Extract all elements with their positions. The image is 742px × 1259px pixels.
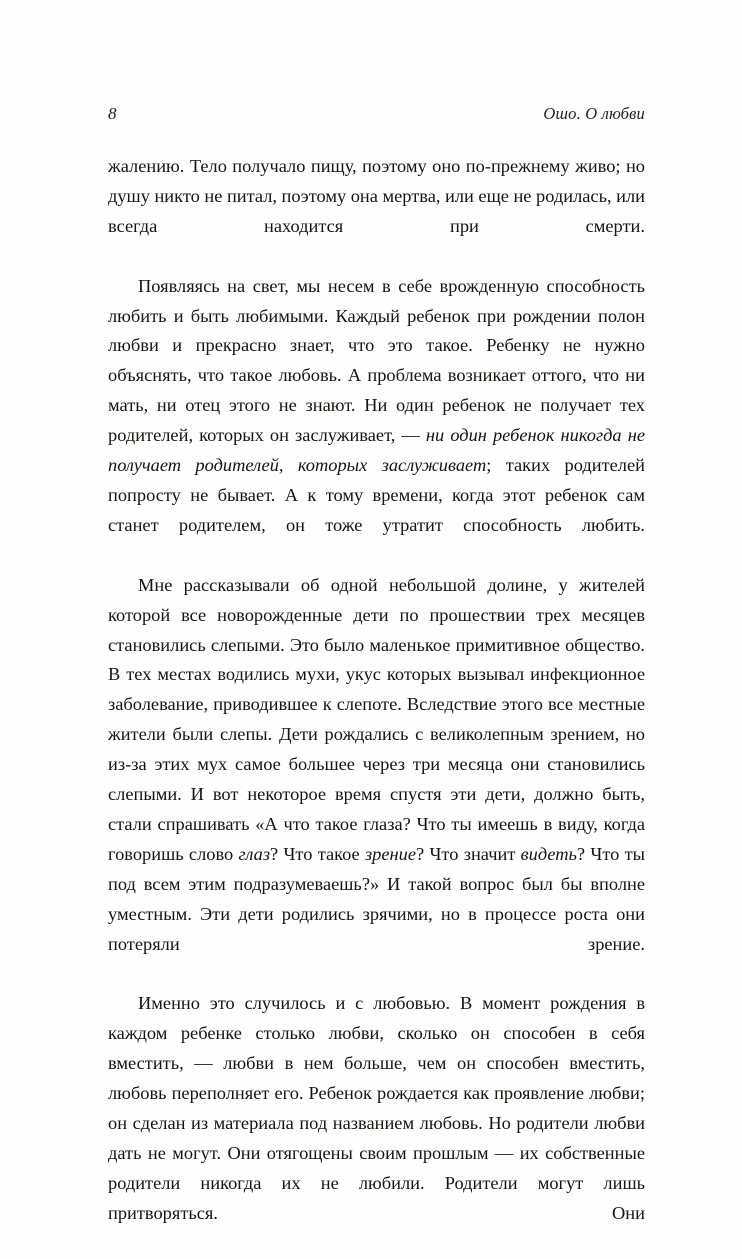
body-text: ? Что значит [416, 843, 521, 864]
page-number: 8 [108, 104, 117, 123]
running-head [108, 104, 645, 124]
paragraph [108, 571, 645, 990]
body-text: Появляясь на свет, мы несем в себе врожденную способность любить и быть любимыми. Каждый ребенок при рождении полон любви и прекрасно знает, что это такое. Ребенку не нужно объяснять, что такое любовь. А проблема возникает оттого, что ни мать, ни отец этого не знают. Ни один ребенок не получает тех родителей, которых он заслуживает, — [108, 275, 645, 446]
paragraph [108, 272, 645, 571]
emphasis-text: зрение [365, 843, 417, 864]
emphasis-text: видеть [520, 843, 577, 864]
body-text: ? Что такое [270, 843, 365, 864]
body-text: ; таких родителей попросту не бывает. А к тому времени, когда этот ребенок сам станет родителем, он тоже утратит способность любить. [108, 455, 645, 535]
body-text: жалению. Тело получало пищу, поэтому оно по-прежнему живо; но душу никто не питал, поэтому она мертва, или еще не родилась, или всегда находится при смерти. [108, 156, 645, 236]
emphasis-text: глаз [238, 843, 271, 864]
book-title: Ошо. О любви [543, 104, 645, 123]
paragraph [108, 152, 645, 272]
body-text: ? Что ты под всем этим подразумеваешь?» И такой вопрос был бы вполне уместным. Эти дети родились зрячими, но в процессе роста они потеряли зрение. [108, 843, 645, 954]
body-text: Мне рассказывали об одной небольшой долине, у жителей которой все новорожденные дети по прошествии трех месяцев становились слепыми. Это было маленькое примитивное общество. В тех местах водились мухи, укус которых вызывал инфекционное заболевание, приводившее к слепоте. Вследствие этого все местные жители были слепы. Дети рождались с великолепным зрением, но из-за этих мух самое большее через три месяца они становились слепыми. И вот некоторое время спустя эти дети, должно быть, стали спрашивать «А что такое глаза? Что ты имеешь в виду, когда говоришь слово [108, 574, 645, 864]
emphasis-text: ни один ребенок никогда не получает родителей, которых заслуживает [108, 425, 645, 476]
body-text-block [108, 152, 645, 1259]
paragraph [108, 989, 645, 1258]
body-text: Именно это случилось и с любовью. В момент рождения в каждом ребенке столько любви, сколько он способен в себя вместить, — любви в нем больше, чем он способен вместить, любовь переполняет его. Ребенок рождается как проявление любви; он сделан из материала под названием любовь. Но родители любви дать не могут. Они отягощены своим прошлым — их собственные родители никогда их не любили. Родители могут лишь притворяться. Они [108, 993, 645, 1223]
